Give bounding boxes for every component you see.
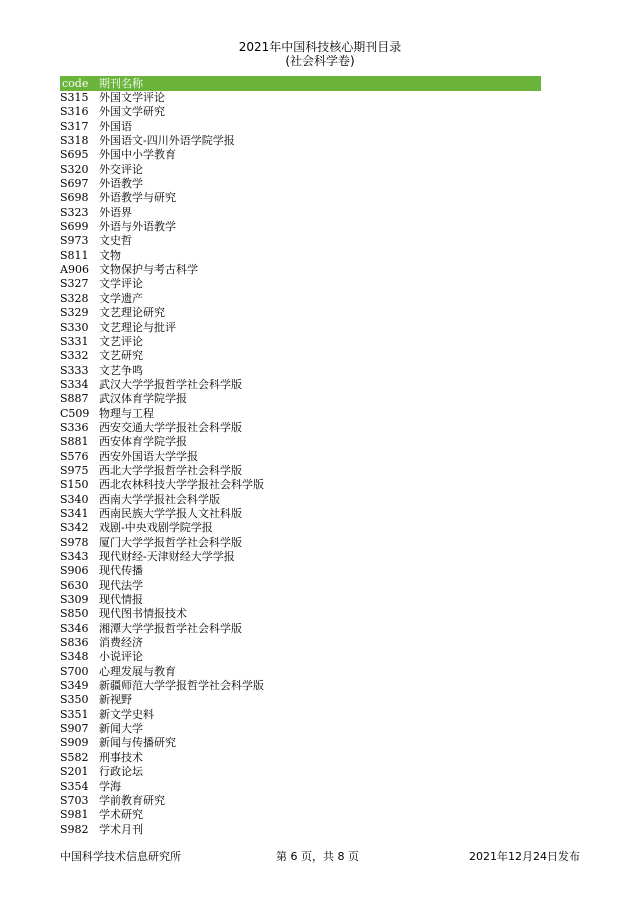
journal-name: 现代情报: [99, 593, 143, 607]
table-row: [60, 593, 541, 607]
table-row: [60, 808, 541, 822]
table-row: [60, 507, 541, 521]
journal-name: 文艺理论研究: [99, 306, 165, 320]
journal-code: S334: [60, 377, 89, 391]
table-row: [60, 536, 541, 550]
column-header-name: 期刊名称: [99, 77, 143, 90]
journal-code: S836: [60, 636, 89, 650]
journal-code: S343: [60, 550, 89, 563]
journal-code: A906: [60, 263, 89, 277]
table-row: [60, 335, 541, 349]
table-row: [60, 191, 541, 205]
journal-code: S150: [60, 478, 89, 492]
journal-code: S330: [60, 320, 89, 334]
table-row: [60, 234, 541, 248]
table-row: [60, 450, 541, 464]
journal-code: S698: [60, 191, 89, 205]
journal-code: S700: [60, 664, 89, 678]
journal-code: S342: [60, 521, 89, 535]
journal-name: 武汉大学学报哲学社会科学版: [99, 377, 242, 391]
table-row: [60, 148, 541, 162]
table-row: [60, 277, 541, 291]
journal-code: S811: [60, 248, 89, 262]
journal-code: S354: [60, 779, 89, 793]
table-row: [60, 579, 541, 593]
table-row: [60, 607, 541, 621]
journal-name: 学术月刊: [99, 822, 143, 836]
table-row: [60, 91, 541, 105]
table-row: [60, 780, 541, 794]
journal-name: 外国语文-四川外语学院学报: [99, 134, 235, 148]
table-row: [60, 751, 541, 765]
journal-code: S329: [60, 306, 89, 320]
journal-code: S975: [60, 463, 89, 477]
journal-name: 物理与工程: [99, 406, 154, 420]
journal-name: 小说评论: [99, 650, 143, 664]
journal-name: 西南民族大学学报人文社科版: [99, 506, 242, 520]
table-row: [60, 378, 541, 392]
journal-code: S695: [60, 148, 89, 162]
journal-code: S327: [60, 277, 89, 291]
table-row: [60, 321, 541, 335]
journal-name: 湘潭大学学报哲学社会科学版: [99, 621, 242, 635]
journal-name: 外国中小学教育: [99, 148, 176, 162]
journal-code: S351: [60, 707, 89, 721]
table-row: [60, 392, 541, 406]
journal-code: S697: [60, 177, 89, 191]
journal-name: 西北农林科技大学学报社会科学版: [99, 478, 264, 492]
journal-code: S315: [60, 91, 89, 104]
page-subtitle: (社会科学卷): [285, 54, 355, 68]
journal-code: S630: [60, 578, 89, 592]
table-row: [60, 464, 541, 478]
journal-name: 文学评论: [99, 277, 143, 291]
journal-name: 西北大学学报哲学社会科学版: [99, 463, 242, 477]
table-row: [60, 306, 541, 320]
footer-date: 2021年12月24日发布: [469, 850, 580, 863]
table-row: [60, 622, 541, 636]
journal-name: 学海: [99, 779, 121, 793]
table-row: [60, 693, 541, 707]
journal-code: S336: [60, 420, 89, 434]
table-row: [60, 407, 541, 421]
journal-code: S350: [60, 693, 89, 707]
table-row: [60, 292, 541, 306]
table-row: [60, 421, 541, 435]
table-row: [60, 349, 541, 363]
journal-code: S349: [60, 679, 89, 693]
journal-name: 现代图书情报技术: [99, 607, 187, 621]
journal-name: 外交评论: [99, 162, 143, 176]
journal-name: 文艺评论: [99, 334, 143, 348]
table-row: [60, 435, 541, 449]
journal-name: 现代法学: [99, 578, 143, 592]
table-row: [60, 722, 541, 736]
journal-name: 西安体育学院学报: [99, 435, 187, 449]
table-row: [60, 765, 541, 779]
journal-name: 文艺争鸣: [99, 363, 143, 377]
table-row: [60, 249, 541, 263]
journal-name: 文艺研究: [99, 349, 143, 363]
journal-code: S348: [60, 650, 89, 664]
journal-name: 心理发展与教育: [99, 664, 176, 678]
journal-name: 外国文学研究: [99, 105, 165, 119]
table-row: [60, 708, 541, 722]
table-row: [60, 206, 541, 220]
journal-name: 戏剧-中央戏剧学院学报: [99, 521, 213, 535]
journal-name: 西安外国语大学学报: [99, 449, 198, 463]
table-row: [60, 794, 541, 808]
journal-name: 新闻大学: [99, 722, 143, 736]
journal-code: S850: [60, 607, 89, 621]
journal-code: S582: [60, 750, 89, 764]
journal-code: S323: [60, 205, 89, 219]
table-row: [60, 134, 541, 148]
table-row: [60, 478, 541, 492]
journal-name: 学术研究: [99, 808, 143, 822]
table-row: [60, 177, 541, 191]
table-row: [60, 564, 541, 578]
journal-code: S699: [60, 220, 89, 234]
journal-name: 文物: [99, 248, 121, 262]
journal-code: S909: [60, 736, 89, 750]
table-row: [60, 521, 541, 535]
journal-name: 行政论坛: [99, 765, 143, 779]
journal-code: S309: [60, 593, 89, 607]
journal-code: S331: [60, 334, 89, 348]
journal-list: [60, 91, 541, 837]
table-row: [60, 636, 541, 650]
journal-name: 刑事技术: [99, 750, 143, 764]
table-header: [60, 76, 541, 91]
journal-code: S978: [60, 535, 89, 549]
journal-name: 文物保护与考古科学: [99, 263, 198, 277]
journal-name: 外语教学: [99, 177, 143, 191]
journal-name: 西安交通大学学报社会科学版: [99, 420, 242, 434]
journal-name: 新闻与传播研究: [99, 736, 176, 750]
table-row: [60, 163, 541, 177]
journal-name: 外国文学评论: [99, 91, 165, 104]
journal-code: S703: [60, 793, 89, 807]
page-title: 2021年中国科技核心期刊目录: [238, 40, 402, 54]
journal-name: 武汉体育学院学报: [99, 392, 187, 406]
journal-code: C509: [60, 406, 90, 420]
journal-name: 外语界: [99, 205, 132, 219]
journal-code: S317: [60, 119, 89, 133]
journal-code: S907: [60, 722, 89, 736]
journal-name: 外语与外语教学: [99, 220, 176, 234]
journal-name: 学前教育研究: [99, 793, 165, 807]
table-row: [60, 650, 541, 664]
journal-code: S981: [60, 808, 89, 822]
table-row: [60, 364, 541, 378]
journal-code: S320: [60, 162, 89, 176]
journal-code: S332: [60, 349, 89, 363]
footer-publisher: 中国科学技术信息研究所: [60, 850, 181, 863]
journal-name: 文史哲: [99, 234, 132, 248]
journal-name: 厦门大学学报哲学社会科学版: [99, 535, 242, 549]
table-row: [60, 679, 541, 693]
journal-name: 文学遗产: [99, 291, 143, 305]
journal-name: 西南大学学报社会科学版: [99, 492, 220, 506]
journal-code: S906: [60, 564, 89, 578]
journal-code: S341: [60, 506, 89, 520]
journal-code: S887: [60, 392, 89, 406]
journal-code: S318: [60, 134, 89, 148]
footer-page-number: 第 6 页，共 8 页: [276, 850, 359, 863]
journal-name: 文艺理论与批评: [99, 320, 176, 334]
journal-code: S340: [60, 492, 89, 506]
journal-code: S201: [60, 765, 89, 779]
table-row: [60, 120, 541, 134]
table-row: [60, 263, 541, 277]
journal-name: 现代传播: [99, 564, 143, 578]
journal-name: 外国语: [99, 119, 132, 133]
journal-name: 新疆师范大学学报哲学社会科学版: [99, 679, 264, 693]
table-row: [60, 823, 541, 837]
journal-name: 现代财经-天津财经大学学报: [99, 550, 235, 563]
journal-code: S333: [60, 363, 89, 377]
table-row: [60, 550, 541, 564]
journal-code: S973: [60, 234, 89, 248]
table-row: [60, 493, 541, 507]
journal-code: S316: [60, 105, 89, 119]
table-row: [60, 665, 541, 679]
journal-name: 外语教学与研究: [99, 191, 176, 205]
journal-name: 消费经济: [99, 636, 143, 650]
journal-name: 新视野: [99, 693, 132, 707]
journal-code: S328: [60, 291, 89, 305]
journal-code: S881: [60, 435, 89, 449]
journal-code: S576: [60, 449, 89, 463]
table-row: [60, 220, 541, 234]
table-row: [60, 105, 541, 119]
journal-code: S346: [60, 621, 89, 635]
journal-code: S982: [60, 822, 89, 836]
column-header-code: code: [62, 77, 89, 90]
table-row: [60, 736, 541, 750]
journal-name: 新文学史料: [99, 707, 154, 721]
